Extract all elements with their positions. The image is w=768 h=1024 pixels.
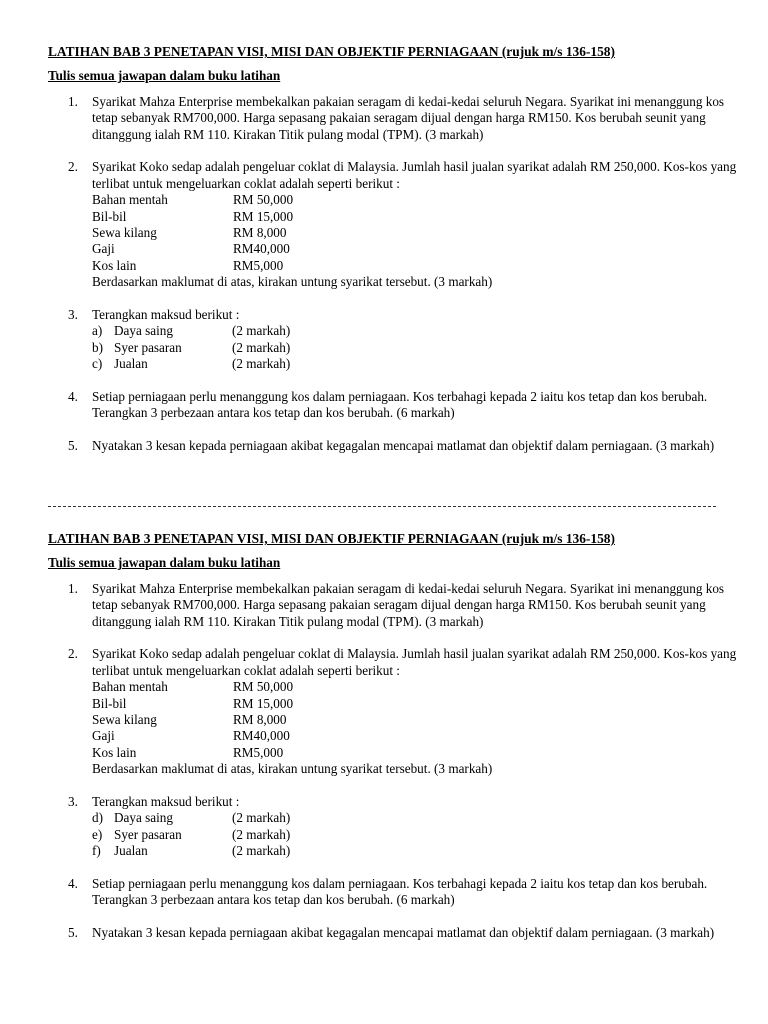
- cost-name: Gaji: [92, 728, 115, 744]
- sub-item: [92, 340, 738, 356]
- sub-item-marks: (2 markah): [232, 323, 291, 339]
- sub-item-marks: (2 markah): [232, 339, 291, 355]
- question-3: [48, 794, 738, 860]
- question-number: 5.: [68, 438, 78, 454]
- sub-item-marks: (2 markah): [232, 843, 291, 859]
- cost-name: Bil-bil: [92, 695, 127, 711]
- cost-value: RM 8,000: [233, 712, 287, 728]
- question-intro: Terangkan maksud berikut :: [92, 307, 240, 323]
- question-text: Syarikat Mahza Enterprise membekalkan pakaian seragam di kedai-kedai seluruh Negara. Syarikat ini menanggung kos tetap sebanyak RM700,000. Harga sepasang pakaian seragam dijual dengan harga RM150. Kos berubah seunit yang ditanggung ialah RM 110. Kirakan Titik pulang modal (TPM). (3 markah): [92, 93, 725, 142]
- question-outro: Berdasarkan maklumat di atas, kirakan untung syarikat tersebut. (3 markah): [92, 761, 493, 777]
- cost-name: Sewa kilang: [92, 712, 157, 728]
- cost-row: [92, 679, 738, 695]
- sub-item-letter: a): [92, 323, 103, 339]
- worksheet-title: LATIHAN BAB 3 PENETAPAN VISI, MISI DAN OBJEKTIF PERNIAGAAN (rujuk m/s 136-158): [48, 531, 615, 546]
- question-intro: Terangkan maksud berikut :: [92, 794, 240, 810]
- sub-item-name: Syer pasaran: [114, 339, 182, 355]
- sub-item-marks: (2 markah): [232, 356, 291, 372]
- worksheet-section-2: [48, 531, 738, 958]
- worksheet-title: LATIHAN BAB 3 PENETAPAN VISI, MISI DAN OBJEKTIF PERNIAGAAN (rujuk m/s 136-158): [48, 44, 615, 59]
- question-number: 3.: [68, 307, 78, 323]
- sub-item: [92, 843, 738, 859]
- cost-value: RM 50,000: [233, 679, 294, 695]
- question-intro: Syarikat Koko sedap adalah pengeluar coklat di Malaysia. Jumlah hasil jualan syarikat adalah RM 250,000. Kos-kos yang terlibat untuk mengeluarkan coklat adalah seperti berikut :: [92, 159, 737, 191]
- sub-item-letter: c): [92, 356, 103, 372]
- cost-value: RM 15,000: [233, 695, 294, 711]
- cost-name: Gaji: [92, 241, 115, 257]
- sub-item-letter: e): [92, 826, 103, 842]
- sub-item-name: Syer pasaran: [114, 826, 182, 842]
- question-number: 4.: [68, 389, 78, 405]
- cost-row: [92, 745, 738, 761]
- cost-value: RM5,000: [233, 257, 284, 273]
- question-number: 4.: [68, 876, 78, 892]
- sub-item-marks: (2 markah): [232, 810, 291, 826]
- question-2: [48, 159, 738, 290]
- question-list: [48, 581, 738, 942]
- question-3: [48, 307, 738, 373]
- cost-name: Bahan mentah: [92, 679, 168, 695]
- cost-value: RM 8,000: [233, 225, 287, 241]
- cost-row: [92, 712, 738, 728]
- question-5: [48, 925, 738, 941]
- question-4: [48, 389, 738, 422]
- cost-row: [92, 241, 738, 257]
- cost-name: Sewa kilang: [92, 225, 157, 241]
- worksheet-instruction: Tulis semua jawapan dalam buku latihan: [48, 555, 281, 571]
- cost-value: RM40,000: [233, 728, 290, 744]
- worksheet-instruction: Tulis semua jawapan dalam buku latihan: [48, 68, 281, 84]
- question-2: [48, 646, 738, 777]
- sub-item-name: Daya saing: [114, 323, 173, 339]
- cost-value: RM5,000: [233, 744, 284, 760]
- question-4: [48, 876, 738, 909]
- sub-item: [92, 810, 738, 826]
- cost-value: RM 15,000: [233, 208, 294, 224]
- cost-name: Bahan mentah: [92, 192, 168, 208]
- question-text: Setiap perniagaan perlu menanggung kos dalam perniagaan. Kos terbahagi kepada 2 iaitu kos tetap dan kos berubah. Terangkan 3 perbezaan antara kos tetap dan kos berubah. (6 markah): [92, 389, 708, 421]
- cost-row: [92, 209, 738, 225]
- cost-row: [92, 728, 738, 744]
- sub-item: [92, 827, 738, 843]
- question-text: Nyatakan 3 kesan kepada perniagaan akibat kegagalan mencapai matlamat dan objektif dalam perniagaan. (3 markah): [92, 925, 715, 941]
- sub-item: [92, 323, 738, 339]
- sub-item-letter: f): [92, 843, 101, 859]
- sub-item-name: Daya saing: [114, 810, 173, 826]
- question-text: Setiap perniagaan perlu menanggung kos dalam perniagaan. Kos terbahagi kepada 2 iaitu kos tetap dan kos berubah. Terangkan 3 perbezaan antara kos tetap dan kos berubah. (6 markah): [92, 876, 708, 908]
- sub-item-letter: d): [92, 810, 103, 826]
- sub-item-marks: (2 markah): [232, 826, 291, 842]
- question-number: 1.: [68, 93, 78, 109]
- sub-item-name: Jualan: [114, 843, 148, 859]
- cost-row: [92, 225, 738, 241]
- cost-row: [92, 192, 738, 208]
- question-intro: Syarikat Koko sedap adalah pengeluar coklat di Malaysia. Jumlah hasil jualan syarikat adalah RM 250,000. Kos-kos yang terlibat untuk mengeluarkan coklat adalah seperti berikut :: [92, 646, 737, 678]
- cost-name: Kos lain: [92, 257, 137, 273]
- question-list: [48, 94, 738, 455]
- cost-name: Kos lain: [92, 744, 137, 760]
- question-text: Nyatakan 3 kesan kepada perniagaan akibat kegagalan mencapai matlamat dan objektif dalam perniagaan. (3 markah): [92, 438, 715, 454]
- question-1: [48, 581, 738, 630]
- question-number: 3.: [68, 794, 78, 810]
- cost-value: RM 50,000: [233, 192, 294, 208]
- question-outro: Berdasarkan maklumat di atas, kirakan untung syarikat tersebut. (3 markah): [92, 274, 493, 290]
- cost-row: [92, 258, 738, 274]
- cost-value: RM40,000: [233, 241, 290, 257]
- sub-item: [92, 356, 738, 372]
- cut-line-divider: [48, 506, 716, 507]
- question-number: 5.: [68, 925, 78, 941]
- question-text: Syarikat Mahza Enterprise membekalkan pakaian seragam di kedai-kedai seluruh Negara. Syarikat ini menanggung kos tetap sebanyak RM700,000. Harga sepasang pakaian seragam dijual dengan harga RM150. Kos berubah seunit yang ditanggung ialah RM 110. Kirakan Titik pulang modal (TPM). (3 markah): [92, 580, 725, 629]
- question-number: 1.: [68, 580, 78, 596]
- sub-item-letter: b): [92, 339, 103, 355]
- question-number: 2.: [68, 646, 78, 662]
- question-5: [48, 438, 738, 454]
- question-number: 2.: [68, 159, 78, 175]
- worksheet-section-1: [48, 44, 738, 471]
- cost-row: [92, 696, 738, 712]
- sub-item-name: Jualan: [114, 356, 148, 372]
- cost-name: Bil-bil: [92, 208, 127, 224]
- question-1: [48, 94, 738, 143]
